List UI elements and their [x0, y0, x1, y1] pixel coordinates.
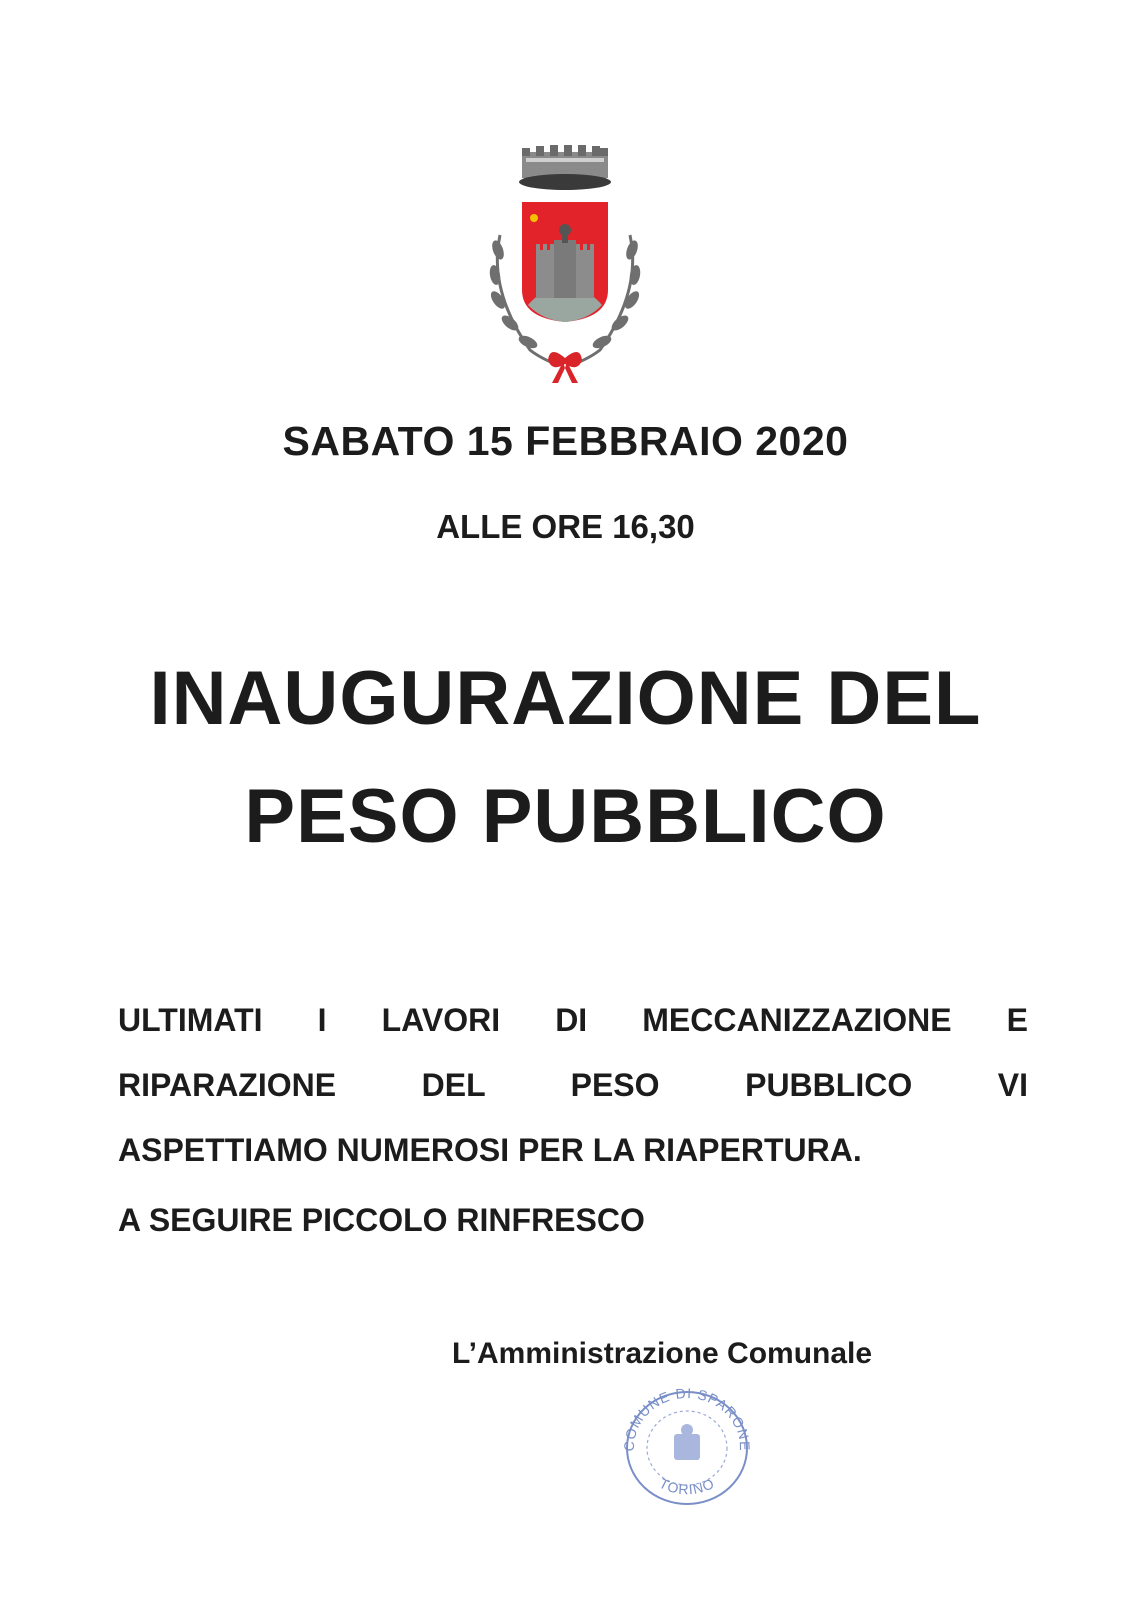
announcement-text	[118, 988, 1028, 1183]
refreshment-note: A SEGUIRE PICCOLO RINFRESCO	[118, 1202, 645, 1238]
title-line-1: INAUGURAZIONE DEL	[149, 656, 982, 741]
page-title	[0, 640, 1131, 876]
crown-icon	[519, 145, 611, 190]
ribbon-icon	[548, 352, 582, 383]
stamp-top-text: COMUNE DI SPARONE	[620, 1386, 754, 1452]
announcement-line-3: ASPETTIAMO NUMEROSI PER LA RIAPERTURA.	[118, 1132, 862, 1168]
event-time: ALLE ORE 16,30	[436, 508, 695, 545]
shield-icon	[522, 202, 608, 322]
title-line-2: PESO PUBBLICO	[244, 774, 887, 859]
signature: L’Amministrazione Comunale	[452, 1337, 873, 1370]
announcement-line-2: RIPARAZIONE DEL PESO PUBBLICO VI	[118, 1067, 1028, 1103]
svg-text:TORINO	[657, 1475, 717, 1498]
event-date: SABATO 15 FEBBRAIO 2020	[282, 418, 849, 464]
announcement-line-1: ULTIMATI I LAVORI DI MECCANIZZAZIONE E	[118, 1002, 1028, 1038]
coat-of-arms-icon	[470, 140, 660, 385]
stamp-bottom-text: TORINO	[656, 1474, 718, 1498]
official-stamp-icon	[616, 1386, 758, 1508]
